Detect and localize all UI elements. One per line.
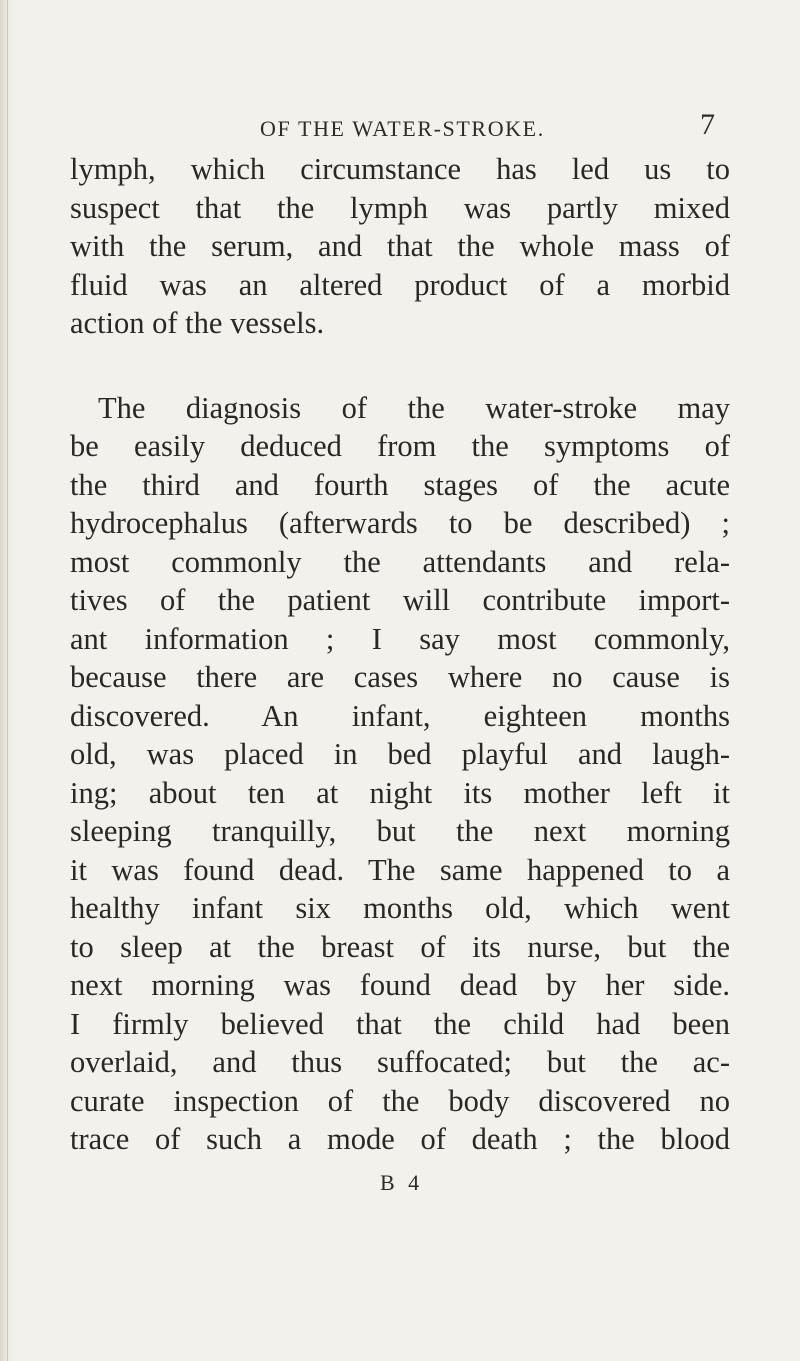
text-line: trace of such a mode of death ; the blood [70,1122,730,1156]
text-line: to sleep at the breast of its nurse, but the [70,929,730,964]
text-line: most commonly the attendants and rela- [70,544,730,579]
text-line: tives of the patient will contribute import- [70,583,730,617]
body-text [70,150,730,1159]
text-line: discovered. An infant, eighteen months [70,698,730,733]
signature-mark: B 4 [380,1170,424,1195]
text-line: because there are cases where no cause is [70,660,730,694]
text-line: ant information ; I say most commonly, [70,621,730,656]
paragraph-2 [70,389,730,1159]
text-line: curate inspection of the body discovered no [70,1083,730,1118]
text-line: it was found dead. The same happened to a [70,852,730,887]
text-line: ing; about ten at night its mother left it [70,775,730,810]
running-head: OF THE WATER-STROKE. [260,116,545,141]
paragraph-1 [70,150,730,343]
text-line: action of the vessels. [70,306,325,340]
text-line: with the serum, and that the whole mass of [70,229,730,263]
text-line: the third and fourth stages of the acute [70,467,730,502]
text-line: next morning was found dead by her side. [70,968,730,1002]
paragraph-gap [70,343,730,389]
text-line: fluid was an altered product of a morbid [70,267,730,302]
text-line: sleeping tranquilly, but the next morning [70,814,730,848]
text-line: overlaid, and thus suffocated; but the ac- [70,1045,730,1079]
text-line: suspect that the lymph was partly mixed [70,190,730,225]
text-line: healthy infant six months old, which went [70,891,730,925]
text-line: The diagnosis of the water-stroke may [98,390,730,425]
text-line: lymph, which circumstance has led us to [70,152,730,186]
page-number: 7 [700,108,715,141]
text-line: hydrocephalus (afterwards to be described) ; [70,506,730,540]
page-binding-edge [0,0,14,1361]
text-line: be easily deduced from the symptoms of [70,429,730,463]
text-line: old, was placed in bed playful and laugh- [70,737,730,771]
text-line: I firmly believed that the child had been [70,1006,730,1041]
